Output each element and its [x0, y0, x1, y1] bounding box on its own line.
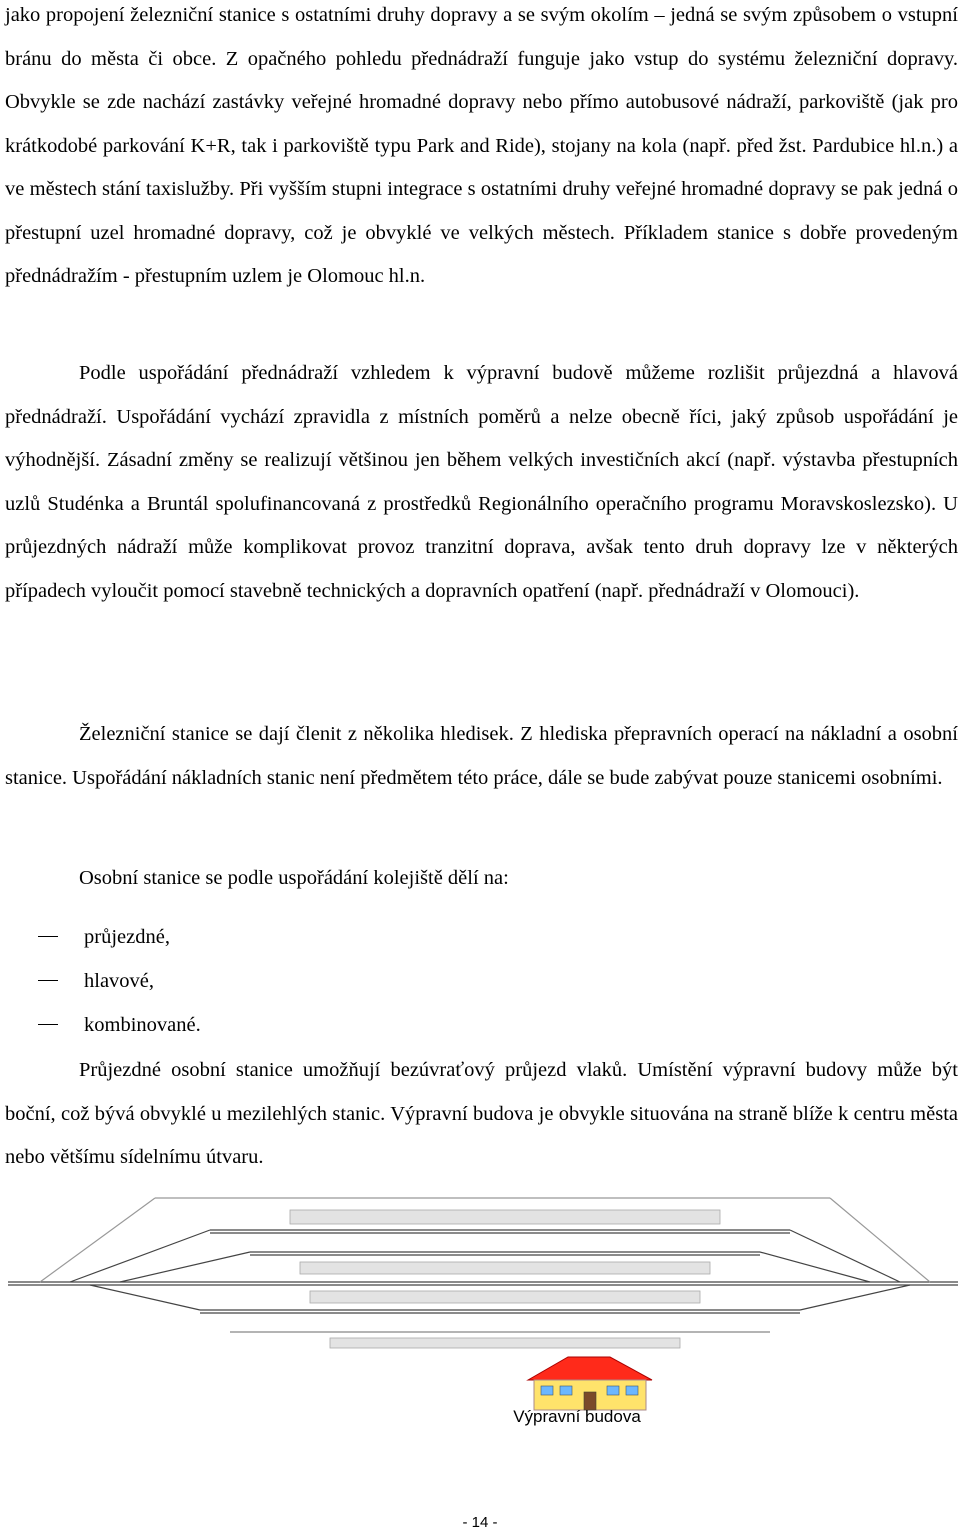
paragraph-station-classification: Železniční stanice se dají členit z několika hledisek. Z hlediska přepravních operací na nákladní a osobní stanice. Uspořádání nákladních stanic není předmětem této práce, dále se bude zabývat pouze stanicemi osobními.: [5, 723, 958, 789]
dash-bullet-icon: [38, 936, 58, 938]
station-building-icon: [528, 1357, 652, 1410]
upper-switch-right: [830, 1198, 930, 1282]
platform-main: [330, 1338, 680, 1348]
platform-island: [300, 1262, 710, 1274]
list-item: kombinované.: [38, 1004, 201, 1048]
platform-middle: [310, 1291, 700, 1303]
page-number: - 14 -: [462, 1514, 498, 1531]
paragraph-forecourt-intro: jako propojení železniční stanice s ostatními druhy dopravy a se svým okolím – jedná se svým způsobem o vstupní bránu do města či obce. Z opačného pohledu přednádraží funguje jako vstup do systému železniční dopravy. Obvykle se zde nachází zastávky veřejné hromadné dopravy nebo přímo autobusové nádraží, parkoviště (jak pro krátkodobé parkování K+R, tak i parkoviště typu Park and Ride), stojany na kola (např. před žst. Pardubice hl.n.) a ve městech stání taxislužby. Při vyšším stupni integrace s ostatními druhy veřejné hromadné dopravy se pak jedná o přestupní uzel hromadné dopravy, což je obvyklé ve velkých městech. Příkladem stanice s dobře provedeným přednádražím - přestupním uzlem je Olomouc hl.n.: [5, 4, 958, 287]
track-2-switch-right: [790, 1230, 900, 1282]
track-2-switch-left: [70, 1230, 210, 1282]
through-station-track-diagram: [0, 1190, 960, 1440]
track-3-switch-right: [760, 1252, 870, 1282]
track-lower-switch-left: [90, 1285, 200, 1310]
paragraph-forecourt-types: Podle uspořádání přednádraží vzhledem k výpravní budově můžeme rozlišit průjezdná a hlavová přednádraží. Uspořádání vychází zpravidla z místních poměrů a nelze obecně říci, jaký způsob uspořádání je výhodnější. Zásadní změny se realizují většinou jen během velkých investičních akcí (např. výstavba přestupních uzlů Studénka a Bruntál spolufinancovaná z prostředků Regionálního operačního programu Moravskoslezsko). U průjezdných nádraží může komplikovat provoz tranzitní doprava, avšak tento druh dopravy lze v některých případech vyloučit pomocí stavebně technických a dopravních opatření (např. přednádraží v Olomouci).: [5, 362, 958, 602]
platform-upper: [290, 1210, 720, 1224]
track-lower-switch-right: [800, 1285, 910, 1310]
paragraph-passenger-station-intro: Osobní stanice se podle uspořádání kolejiště dělí na:: [79, 867, 509, 889]
paragraph-through-stations: Průjezdné osobní stanice umožňují bezúvraťový průjezd vlaků. Umístění výpravní budovy může být boční, což bývá obvyklé u mezilehlých stanic. Výpravní budova je obvykle situována na straně blíže k centru města nebo většímu sídelnímu útvaru.: [5, 1059, 958, 1168]
dash-bullet-icon: [38, 980, 58, 982]
building-label: Výpravní budova: [513, 1407, 641, 1426]
list-item: hlavové,: [38, 960, 154, 1004]
upper-switch-left: [40, 1198, 155, 1282]
dash-bullet-icon: [38, 1024, 58, 1026]
list-item: průjezdné,: [38, 916, 170, 960]
